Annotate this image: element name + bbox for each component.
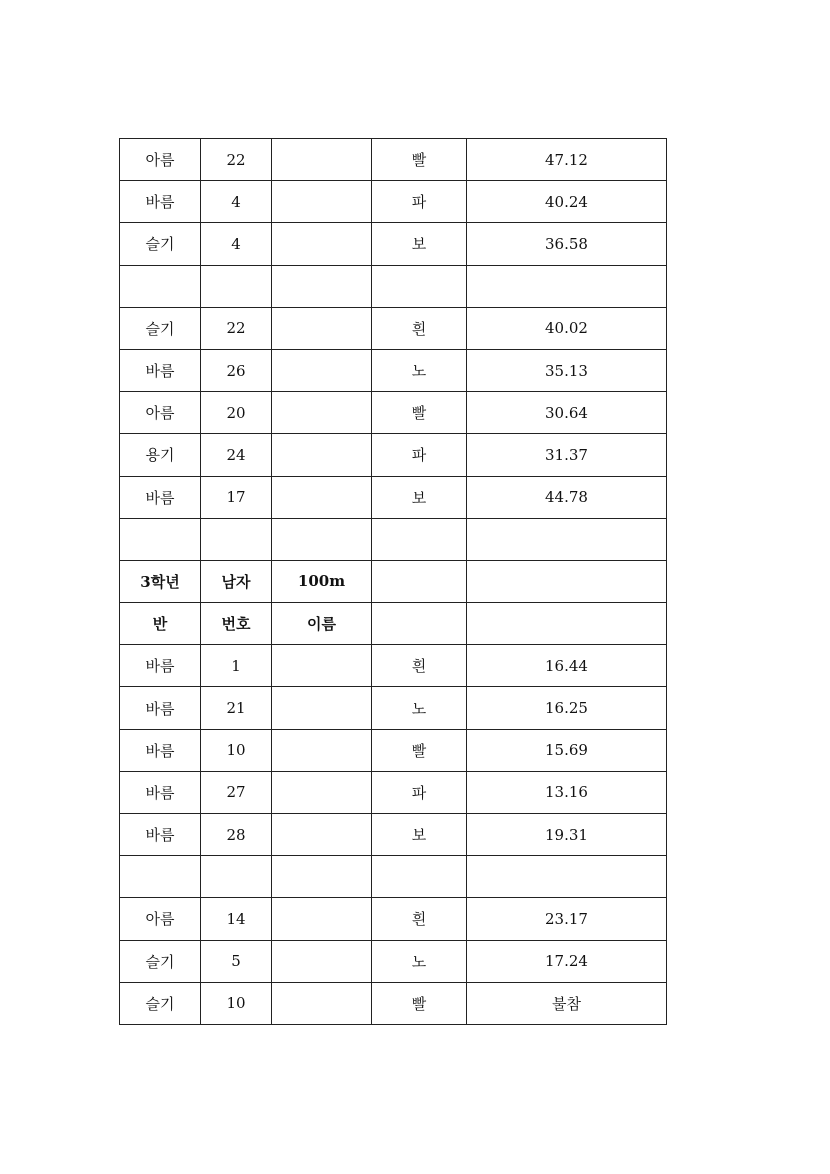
record-cell	[467, 265, 667, 307]
number-cell: 22	[201, 139, 272, 181]
class-cell: 바름	[120, 645, 201, 687]
team-cell: 파	[372, 771, 467, 813]
name-cell	[272, 139, 372, 181]
name-cell	[272, 476, 372, 518]
number-cell: 24	[201, 434, 272, 476]
class-cell: 바름	[120, 476, 201, 518]
table-row	[120, 687, 667, 729]
table-row	[120, 392, 667, 434]
class-cell: 바름	[120, 814, 201, 856]
record-cell: 30.64	[467, 392, 667, 434]
team-cell	[372, 518, 467, 560]
results-table	[119, 138, 667, 1025]
team-cell: 빨	[372, 729, 467, 771]
class-cell: 바름	[120, 729, 201, 771]
number-cell	[201, 265, 272, 307]
team-cell: 빨	[372, 139, 467, 181]
record-cell: 40.02	[467, 307, 667, 349]
number-cell: 번호	[201, 603, 272, 645]
header-row	[120, 603, 667, 645]
table-row	[120, 349, 667, 391]
team-cell	[372, 603, 467, 645]
class-cell	[120, 265, 201, 307]
number-cell: 22	[201, 307, 272, 349]
table-row	[120, 729, 667, 771]
name-cell	[272, 645, 372, 687]
class-cell: 슬기	[120, 223, 201, 265]
table-row	[120, 898, 667, 940]
name-cell	[272, 434, 372, 476]
table-row	[120, 434, 667, 476]
class-cell: 슬기	[120, 940, 201, 982]
number-cell	[201, 518, 272, 560]
number-cell: 10	[201, 729, 272, 771]
record-cell	[467, 603, 667, 645]
record-cell: 19.31	[467, 814, 667, 856]
team-cell: 빨	[372, 392, 467, 434]
team-cell: 파	[372, 434, 467, 476]
number-cell	[201, 856, 272, 898]
number-cell: 21	[201, 687, 272, 729]
name-cell	[272, 729, 372, 771]
name-cell	[272, 771, 372, 813]
record-cell: 35.13	[467, 349, 667, 391]
class-cell: 아름	[120, 392, 201, 434]
class-cell: 바름	[120, 771, 201, 813]
number-cell: 28	[201, 814, 272, 856]
class-cell	[120, 518, 201, 560]
class-cell: 바름	[120, 349, 201, 391]
record-cell: 23.17	[467, 898, 667, 940]
table-row	[120, 771, 667, 813]
team-cell	[372, 856, 467, 898]
name-cell	[272, 898, 372, 940]
number-cell: 4	[201, 223, 272, 265]
team-cell: 흰	[372, 307, 467, 349]
class-cell: 3학년	[120, 560, 201, 602]
record-cell: 44.78	[467, 476, 667, 518]
name-cell	[272, 181, 372, 223]
record-cell: 17.24	[467, 940, 667, 982]
number-cell: 5	[201, 940, 272, 982]
table-row	[120, 307, 667, 349]
number-cell: 남자	[201, 560, 272, 602]
class-cell: 바름	[120, 181, 201, 223]
name-cell	[272, 307, 372, 349]
name-cell: 이름	[272, 603, 372, 645]
team-cell: 파	[372, 181, 467, 223]
name-cell	[272, 265, 372, 307]
record-cell: 40.24	[467, 181, 667, 223]
table-row	[120, 814, 667, 856]
class-cell: 아름	[120, 898, 201, 940]
number-cell: 27	[201, 771, 272, 813]
table-row	[120, 940, 667, 982]
name-cell	[272, 687, 372, 729]
name-cell	[272, 982, 372, 1024]
number-cell: 20	[201, 392, 272, 434]
record-cell: 15.69	[467, 729, 667, 771]
blank-row	[120, 265, 667, 307]
blank-row	[120, 856, 667, 898]
table-row	[120, 139, 667, 181]
number-cell: 4	[201, 181, 272, 223]
table-row	[120, 645, 667, 687]
team-cell: 흰	[372, 898, 467, 940]
number-cell: 14	[201, 898, 272, 940]
record-cell: 16.44	[467, 645, 667, 687]
record-cell: 13.16	[467, 771, 667, 813]
record-cell	[467, 518, 667, 560]
team-cell: 노	[372, 940, 467, 982]
name-cell	[272, 940, 372, 982]
team-cell	[372, 560, 467, 602]
class-cell: 반	[120, 603, 201, 645]
team-cell: 흰	[372, 645, 467, 687]
table-row	[120, 223, 667, 265]
class-cell: 용기	[120, 434, 201, 476]
name-cell	[272, 856, 372, 898]
number-cell: 26	[201, 349, 272, 391]
number-cell: 17	[201, 476, 272, 518]
class-cell: 슬기	[120, 307, 201, 349]
record-cell: 31.37	[467, 434, 667, 476]
header-row	[120, 560, 667, 602]
record-cell: 16.25	[467, 687, 667, 729]
name-cell: 100m	[272, 560, 372, 602]
table-row	[120, 476, 667, 518]
name-cell	[272, 518, 372, 560]
class-cell	[120, 856, 201, 898]
team-cell: 빨	[372, 982, 467, 1024]
class-cell: 아름	[120, 139, 201, 181]
record-cell: 불참	[467, 982, 667, 1024]
name-cell	[272, 349, 372, 391]
class-cell: 바름	[120, 687, 201, 729]
team-cell: 보	[372, 814, 467, 856]
table-row	[120, 181, 667, 223]
name-cell	[272, 392, 372, 434]
results-table-body	[120, 139, 667, 1025]
team-cell: 노	[372, 349, 467, 391]
class-cell: 슬기	[120, 982, 201, 1024]
number-cell: 1	[201, 645, 272, 687]
number-cell: 10	[201, 982, 272, 1024]
blank-row	[120, 518, 667, 560]
team-cell: 보	[372, 223, 467, 265]
record-cell	[467, 856, 667, 898]
name-cell	[272, 814, 372, 856]
team-cell	[372, 265, 467, 307]
record-cell: 47.12	[467, 139, 667, 181]
team-cell: 보	[372, 476, 467, 518]
record-cell	[467, 560, 667, 602]
record-cell: 36.58	[467, 223, 667, 265]
name-cell	[272, 223, 372, 265]
table-row	[120, 982, 667, 1024]
team-cell: 노	[372, 687, 467, 729]
